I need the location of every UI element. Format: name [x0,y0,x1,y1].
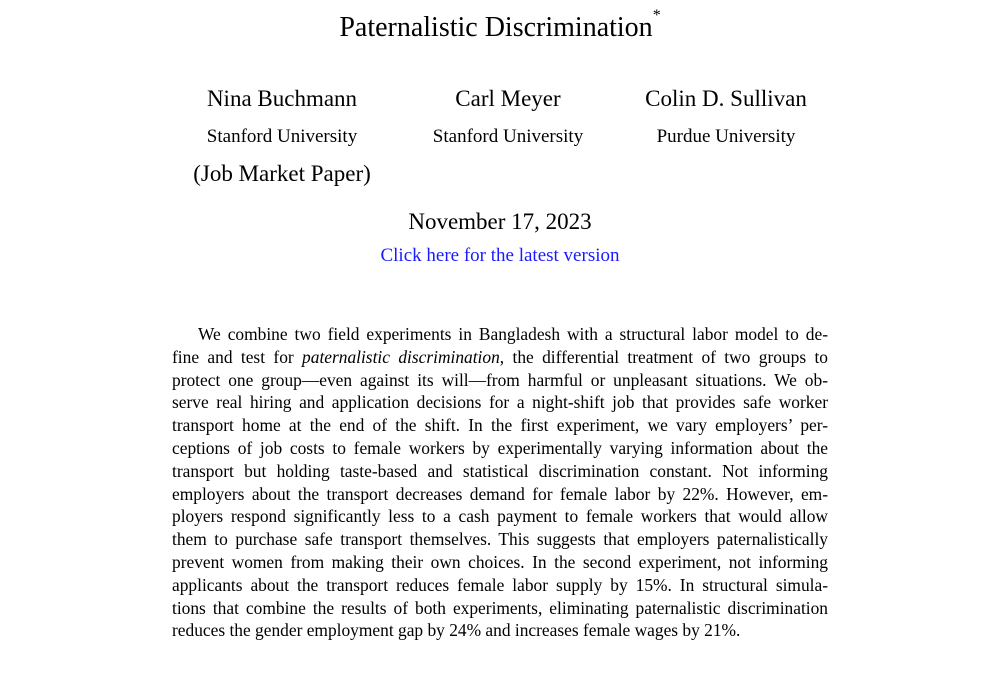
author-affiliation: Purdue University [656,126,796,147]
author-note: (Job Market Paper) [193,161,371,186]
title-footnote-mark[interactable]: * [652,7,661,24]
abstract-text: ployers respond significantly less to a cash payment to female workers that would allow [172,506,828,527]
abstract-text: serve real hiring and application decisions for a night-shift job that provides safe worker [172,392,828,413]
abstract-line [172,437,828,460]
latest-version-link-wrapper [0,244,1000,268]
abstract-line [172,414,828,437]
abstract-line [172,323,828,346]
abstract-text: transport home at the end of the shift. In the first experiment, we vary employers’ per- [172,415,828,436]
abstract-text: reduces the gender employment gap by 24% and increases female wages by 21%. [172,620,741,641]
abstract-line [172,551,828,574]
latest-version-link[interactable]: Click here for the latest version [380,245,620,266]
abstract-text: transport but holding taste-based and statistical discrimination constant. Not informing [172,460,828,481]
paper-date: November 17, 2023 [408,209,592,234]
abstract-line [172,346,828,369]
author-block-1 [152,85,412,188]
abstract [172,323,828,642]
author-name: Nina Buchmann [206,86,358,111]
abstract-line [172,460,828,483]
abstract-text: ceptions of job costs to female workers by experimentally varying information about the [172,437,828,458]
abstract-text: employers about the transport decreases demand for female labor by 22%. However, em- [172,483,828,504]
abstract-line [172,369,828,392]
abstract-line [172,391,828,414]
abstract-line [172,619,828,642]
author-name: Colin D. Sullivan [645,86,807,111]
abstract-text: We combine two field experiments in Bangladesh with a structural labor model to de- [198,324,828,344]
paper-title [0,7,1000,46]
abstract-text: applicants about the transport reduces female labor supply by 15%. In structural simula- [172,574,828,595]
abstract-line [172,574,828,597]
abstract-line [172,483,828,506]
abstract-text: them to purchase safe transport themselves. This suggests that employers paternalistically [172,529,828,550]
author-name: Carl Meyer [455,86,561,111]
abstract-text: , the differential treatment of two groups to [499,346,828,367]
author-block-3 [596,85,856,149]
author-affiliation: Stanford University [432,126,584,147]
abstract-text: fine and test for [172,346,303,367]
abstract-emphasis: paternalistic discrimination [302,346,500,367]
author-affiliation: Stanford University [206,126,358,147]
abstract-line [172,528,828,551]
paper-title-text: Paternalistic Discrimination [339,12,653,43]
abstract-line [172,597,828,620]
abstract-text: tions that combine the results of both experiments, eliminating paternalistic discrimination [172,597,828,618]
abstract-text: protect one group—even against its will—from harmful or unpleasant situations. We ob- [172,369,828,390]
abstract-text: prevent women from making their own choices. In the second experiment, not informing [172,551,828,572]
abstract-line [172,505,828,528]
